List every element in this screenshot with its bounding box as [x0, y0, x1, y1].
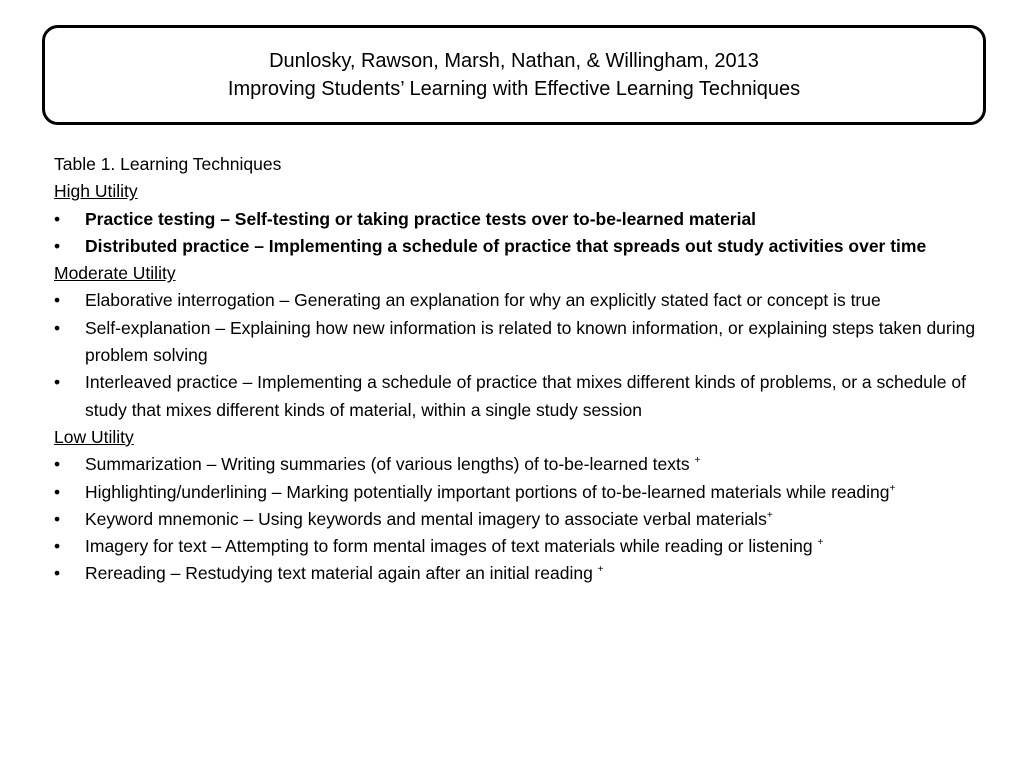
list-item [54, 479, 984, 506]
paper-title: Improving Students’ Learning with Effective Learning Techniques [227, 78, 801, 100]
technique-text: Keyword mnemonic – Using keywords and mental imagery to associate verbal materials [85, 508, 767, 529]
title-box [42, 25, 986, 125]
bullet-icon: • [54, 290, 61, 311]
list-item [54, 287, 984, 314]
bullet-icon: • [54, 563, 61, 584]
technique-text: Summarization – Writing summaries (of various lengths) of to-be-learned texts [85, 454, 695, 475]
bullet-icon: • [54, 235, 61, 256]
footnote-marker: + [694, 455, 701, 467]
moderate-utility-list [54, 287, 984, 423]
bullet-icon: • [54, 508, 61, 529]
list-item [54, 233, 984, 260]
list-item [54, 315, 984, 370]
content-body [54, 151, 984, 588]
technique-text: Highlighting/underlining – Marking potentially important portions of to-be-learned materials while reading [85, 481, 890, 502]
footnote-marker: + [889, 482, 896, 494]
technique-text: Imagery for text – Attempting to form mental images of text materials while reading or listening [85, 536, 818, 557]
section-heading-low-utility: Low Utility [54, 426, 134, 447]
footnote-marker: + [817, 537, 824, 549]
high-utility-list [54, 206, 984, 261]
section-heading-high-utility: High Utility [54, 181, 138, 202]
bullet-icon: • [54, 481, 61, 502]
footnote-marker: + [766, 510, 773, 522]
citation-title: Dunlosky, Rawson, Marsh, Nathan, & Willingham, 2013 [269, 50, 759, 72]
bullet-icon: • [54, 372, 61, 393]
bullet-icon: • [54, 454, 61, 475]
technique-text: Elaborative interrogation – Generating an explanation for why an explicitly stated fact or concept is true [85, 290, 881, 311]
bullet-icon: • [54, 208, 61, 229]
list-item [54, 451, 984, 478]
footnote-marker: + [597, 564, 604, 576]
technique-text: Distributed practice – Implementing a schedule of practice that spreads out study activities over time [85, 235, 927, 256]
table-caption: Table 1. Learning Techniques [54, 154, 282, 174]
list-item [54, 533, 984, 560]
low-utility-list [54, 451, 984, 587]
list-item [54, 560, 984, 587]
section-heading-moderate-utility: Moderate Utility [54, 263, 176, 284]
technique-text: Practice testing – Self-testing or taking practice tests over to-be-learned material [85, 208, 757, 229]
list-item [54, 369, 984, 424]
list-item [54, 506, 984, 533]
technique-text: Self-explanation – Explaining how new information is related to known information, or explaining steps taken during problem solving [85, 317, 976, 366]
technique-text: Rereading – Restudying text material again after an initial reading [85, 563, 598, 584]
list-item [54, 206, 984, 233]
bullet-icon: • [54, 536, 61, 557]
technique-text: Interleaved practice – Implementing a schedule of practice that mixes different kinds of problems, or a schedule of study that mixes different kinds of material, within a single study session [85, 372, 966, 420]
bullet-icon: • [54, 317, 61, 338]
